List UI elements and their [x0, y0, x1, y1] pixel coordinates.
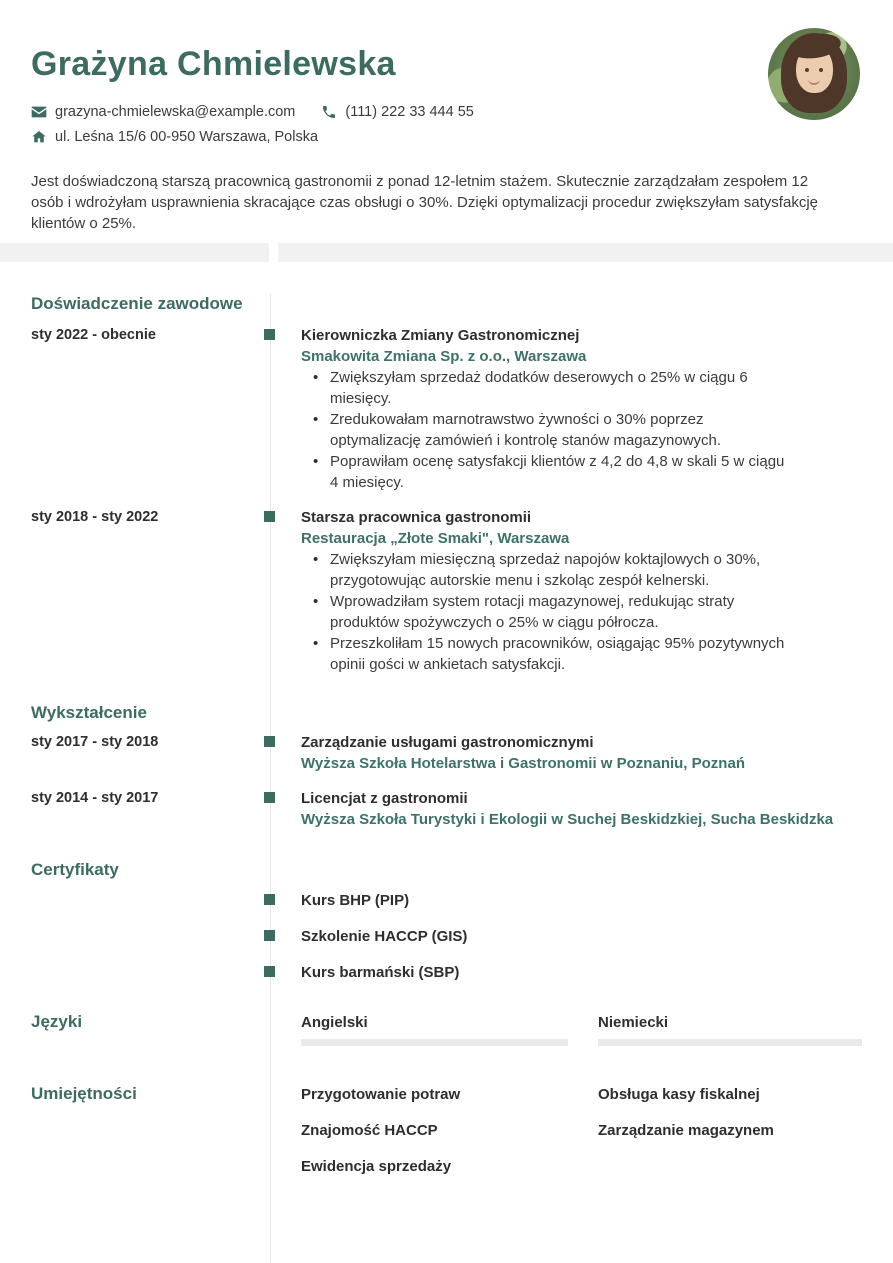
- language-name: Niemiecki: [598, 1014, 669, 1031]
- header-separator: [0, 243, 893, 262]
- education-period: sty 2017 - sty 2018: [31, 734, 159, 750]
- timeline-square-marker: [264, 894, 275, 905]
- certificate-name: Kurs barmański (SBP): [301, 964, 460, 981]
- education-entry: [0, 788, 893, 830]
- experience-period: sty 2018 - sty 2022: [31, 509, 159, 525]
- contact-row-1: [31, 104, 862, 120]
- cv-body: [0, 294, 893, 1263]
- experience-bullet: • Poprawiłam ocenę satysfakcji klientów z 4,2 do 4,8 w skali 5 w ciągu 4 miesięcy.: [313, 451, 796, 493]
- education-entry: [0, 732, 893, 774]
- timeline-square-marker: [264, 966, 275, 977]
- skills-section: [0, 1084, 893, 1177]
- education-school: Wyższa Szkoła Turystyki i Ekologii w Suchej Beskidzkiej, Sucha Beskidzka: [301, 811, 834, 828]
- skill-item: Ewidencja sprzedaży: [301, 1158, 452, 1175]
- certificate-name: Kurs BHP (PIP): [301, 892, 410, 909]
- experience-role: Kierowniczka Zmiany Gastronomicznej: [301, 327, 580, 344]
- profile-photo: [768, 28, 860, 120]
- language-level-bar: [301, 1039, 568, 1046]
- timeline-square-marker: [264, 792, 275, 803]
- experience-bullet: • Zwiększyłam miesięczną sprzedaż napojów koktajlowych o 30%, przygotowując autorskie menu i szkoląc zespół kelnerski.: [313, 549, 796, 591]
- section-title-skills: Umiejętności: [31, 1084, 137, 1103]
- separator-right: [278, 243, 893, 262]
- education-school: Wyższa Szkoła Hotelarstwa i Gastronomii w Poznaniu, Poznań: [301, 755, 745, 772]
- experience-period: sty 2022 - obecnie: [31, 327, 156, 343]
- experience-entry: [0, 507, 893, 675]
- timeline-square-marker: [264, 930, 275, 941]
- section-title-languages: Języki: [31, 1012, 83, 1031]
- address-text: ul. Leśna 15/6 00-950 Warszawa, Polska: [55, 129, 319, 145]
- avatar-eye: [805, 68, 809, 72]
- envelope-icon: [31, 104, 47, 120]
- separator-left: [0, 243, 269, 262]
- contact-row-2: [31, 129, 862, 145]
- section-title-certificates: Certyfikaty: [31, 860, 119, 879]
- experience-role: Starsza pracownica gastronomii: [301, 509, 532, 526]
- contact-email: [31, 104, 295, 120]
- avatar-eye: [819, 68, 823, 72]
- experience-bullet: • Zwiększyłam sprzedaż dodatków deserowych o 25% w ciągu 6 miesięcy.: [313, 367, 796, 409]
- education-degree: Zarządzanie usługami gastronomicznymi: [301, 734, 594, 751]
- certificate-name: Szkolenie HACCP (GIS): [301, 928, 468, 945]
- languages-section: [0, 1012, 893, 1046]
- email-text: grazyna-chmielewska@example.com: [55, 104, 296, 120]
- person-name: Grażyna Chmielewska: [31, 45, 396, 83]
- certificate-entry: [0, 926, 893, 947]
- section-title-experience: Doświadczenie zawodowe: [31, 294, 243, 313]
- language-level-bar: [598, 1039, 862, 1046]
- skill-item: Obsługa kasy fiskalnej: [598, 1086, 760, 1103]
- contact-address: [31, 129, 318, 145]
- experience-bullet: • Wprowadziłam system rotacji magazynowej, redukując straty produktów spożywczych o 25% w ciągu półrocza.: [313, 591, 796, 633]
- language-item: [301, 1012, 568, 1046]
- profile-summary: Jest doświadczoną starszą pracownicą gastronomii z ponad 12-letnim stażem. Skutecznie zarządzałam zespołem 12 osób i wdrożyłam usprawnienia skracające czas obsługi o 30%. Dzięki optymalizacji procedur zwiększyłam satysfakcję klientów o 25%.: [31, 173, 818, 232]
- home-icon: [31, 129, 47, 145]
- separator-gap: [269, 243, 278, 262]
- phone-text: (111) 222 33 444 55: [345, 104, 474, 120]
- education-period: sty 2014 - sty 2017: [31, 790, 159, 806]
- skill-item: Przygotowanie potraw: [301, 1086, 461, 1103]
- skill-item: Znajomość HACCP: [301, 1122, 438, 1139]
- experience-entry: [0, 325, 893, 493]
- contact-block: [31, 104, 862, 145]
- certificate-entry: [0, 890, 893, 911]
- section-title-education: Wykształcenie: [31, 703, 147, 722]
- timeline-square-marker: [264, 329, 275, 340]
- experience-bullet: • Zredukowałam marnotrawstwo żywności o 30% poprzez optymalizację zamówień i kontrolę stanów magazynowych.: [313, 409, 796, 451]
- education-degree: Licencjat z gastronomii: [301, 790, 468, 807]
- language-item: [598, 1012, 862, 1046]
- contact-phone: [321, 104, 473, 120]
- timeline-square-marker: [264, 736, 275, 747]
- experience-bullets: [301, 549, 862, 675]
- experience-bullets: [301, 367, 862, 493]
- certificate-entry: [0, 962, 893, 983]
- experience-bullet: • Przeszkoliłam 15 nowych pracowników, osiągając 95% pozytywnych opinii gości w ankietach satysfakcji.: [313, 633, 796, 675]
- cv-header: [0, 44, 893, 262]
- skill-item: Zarządzanie magazynem: [598, 1122, 774, 1139]
- timeline-square-marker: [264, 511, 275, 522]
- experience-company: Restauracja „Złote Smaki", Warszawa: [301, 530, 570, 547]
- language-name: Angielski: [301, 1014, 368, 1031]
- phone-icon: [321, 104, 337, 120]
- experience-company: Smakowita Zmiana Sp. z o.o., Warszawa: [301, 348, 587, 365]
